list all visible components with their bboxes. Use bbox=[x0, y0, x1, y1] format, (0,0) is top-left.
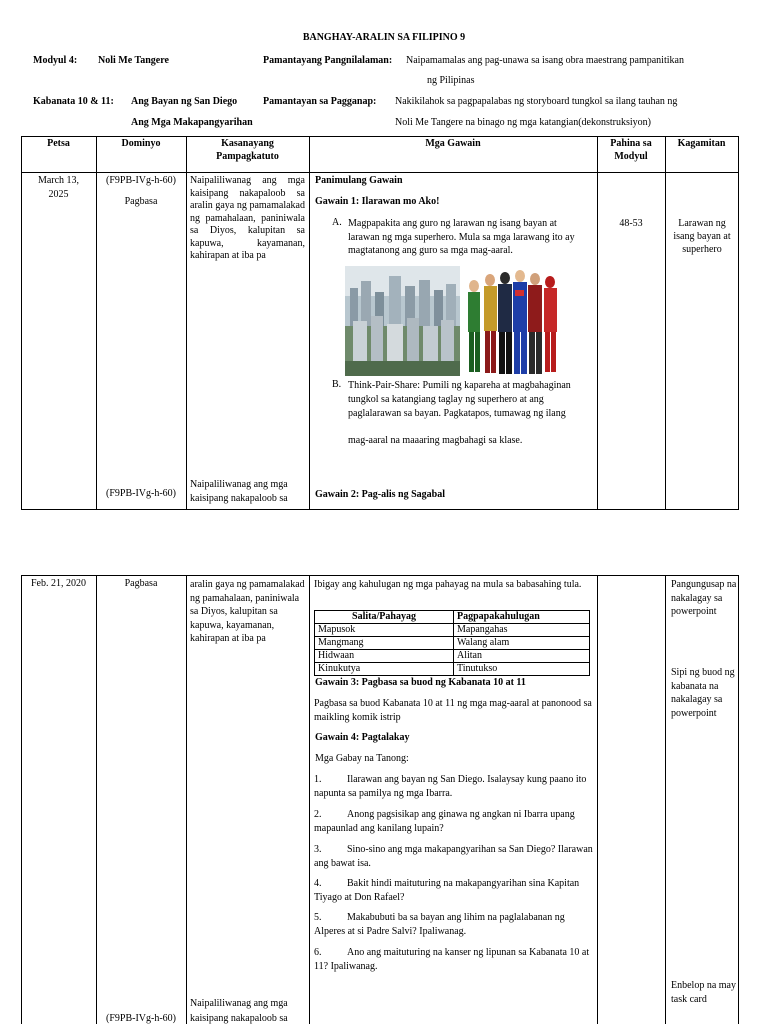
dominyo-value: Pagbasa bbox=[124, 196, 158, 207]
modyul-value: Noli Me Tangere bbox=[98, 55, 169, 66]
question-number: 6. bbox=[314, 947, 322, 958]
modyul-label: Modyul 4: bbox=[33, 55, 78, 66]
vocab-table bbox=[314, 610, 590, 676]
question-item bbox=[314, 946, 596, 973]
header-mga-gawain: Mga Gawain bbox=[425, 138, 481, 149]
question-item bbox=[314, 808, 596, 835]
pamantayan-sa-pagganap-text-2: Noli Me Tangere na binago ng mga katangian(dekonstruksiyon) bbox=[395, 117, 651, 128]
question-number: 5. bbox=[314, 912, 322, 923]
petsa-date: March 13, bbox=[37, 175, 80, 186]
pamantayang-pangnilalaman-label: Pamantayang Pangnilalaman: bbox=[263, 55, 393, 66]
question-number: 2. bbox=[314, 809, 322, 820]
kabanata-value: Ang Bayan ng San Diego bbox=[131, 96, 238, 107]
vocab-meaning: Alitan bbox=[454, 650, 590, 663]
vocab-row bbox=[315, 624, 590, 637]
header-dominyo: Dominyo bbox=[121, 138, 161, 149]
vocab-word: Mapusok bbox=[315, 624, 454, 637]
item-a-marker: A. bbox=[332, 217, 342, 228]
question-item bbox=[314, 773, 596, 800]
gawain3-text: Pagbasa sa buod Kabanata 10 at 11 ng mga mag-aaral at panonood sa maikling komik istrip bbox=[314, 698, 592, 723]
header-pampagkatuto: Pampagkatuto bbox=[216, 151, 279, 162]
header-kasanayang: Kasanayang bbox=[221, 138, 274, 149]
competency-code-2: (F9PB-IVg-h-60) bbox=[106, 488, 176, 499]
question-text: Ano ang maituturing na kanser ng lipunan sa Kabanata 10 at 11? Ipaliwanag. bbox=[314, 947, 590, 972]
pahina-value: 48-53 bbox=[619, 218, 643, 229]
header-modyul: Modyul bbox=[614, 151, 648, 162]
item-a-text: Magpapakita ang guro ng larawan ng isang bayan at larawan ng mga superhero. Mula sa mga larawang ito ay magtatanong ang guro sa mga mag-aaral. bbox=[348, 218, 575, 256]
vocab-word: Hidwaan bbox=[315, 650, 454, 663]
header-kagamitan: Kagamitan bbox=[677, 138, 726, 149]
item-b-marker: B. bbox=[332, 379, 342, 390]
question-text: Anong pagsisikap ang ginawa ng angkan ni Ibarra upang mapaunlad ang kanilang lupain? bbox=[314, 809, 575, 834]
kabanata-value-2: Ang Mga Makapangyarihan bbox=[131, 117, 253, 128]
vocab-header-salita: Salita/Pahayag bbox=[315, 611, 454, 624]
question-number: 3. bbox=[314, 844, 322, 855]
vocab-word: Mangmang bbox=[315, 637, 454, 650]
header-petsa: Petsa bbox=[47, 138, 70, 149]
kasanayan-text-page2-c: kaisipang nakapaloob sa bbox=[190, 1013, 288, 1024]
header-pahina: Pahina sa bbox=[610, 138, 652, 149]
vocab-meaning: Walang alam bbox=[454, 637, 590, 650]
question-number: 1. bbox=[314, 774, 322, 785]
vocab-meaning: Tinutukso bbox=[454, 663, 590, 676]
question-text: Makabubuti ba sa bayan ang lihim na paglalabanan ng Alperes at si Padre Salvi? Ipaliwanag. bbox=[314, 912, 565, 937]
gawain1-title: Gawain 1: Ilarawan mo Ako! bbox=[315, 196, 440, 207]
vocab-row bbox=[315, 650, 590, 663]
vocab-header-kahulugan: Pagpapakahulugan bbox=[454, 611, 590, 624]
kagamitan-page2-1: Pangungusap na nakalagay sa powerpoint bbox=[671, 579, 737, 617]
vocab-intro: Ibigay ang kahulugan ng mga pahayag na mula sa babasahing tula. bbox=[314, 579, 582, 590]
kasanayan-text-3: kaisipang nakapaloob sa bbox=[190, 493, 288, 504]
item-b-text: Think-Pair-Share: Pumili ng kapareha at magbahaginan tungkol sa katangiang taglay ng superhero at ang paglalarawan sa bayan. Pagkatapos, tumawag ng ilang bbox=[348, 380, 571, 419]
pamantayang-pangnilalaman-text-2: ng Pilipinas bbox=[427, 75, 475, 86]
question-item bbox=[314, 877, 596, 904]
petsa-date-2: Feb. 21, 2020 bbox=[31, 578, 86, 589]
pamantayang-pangnilalaman-text: Naipamamalas ang pag-unawa sa isang obra maestrang pampanitikan bbox=[406, 55, 684, 66]
item-b-text-2: mag-aaral na maaaring magbahagi sa klase. bbox=[348, 435, 523, 446]
question-text: Sino-sino ang mga makapangyarihan sa San Diego? Ilarawan ang bawat isa. bbox=[314, 844, 593, 869]
gawain2-title: Gawain 2: Pag-alis ng Sagabal bbox=[315, 489, 446, 500]
kasanayan-text-2: Naipaliliwanag ang mga bbox=[190, 479, 288, 490]
gabay-na-tanong-label: Mga Gabay na Tanong: bbox=[315, 753, 409, 764]
kasanayan-text-page2-b: Naipaliliwanag ang mga bbox=[190, 998, 288, 1009]
document-title: BANGHAY-ARALIN SA FILIPINO 9 bbox=[302, 32, 466, 43]
question-item bbox=[314, 843, 596, 870]
question-item bbox=[314, 911, 596, 938]
kagamitan-page2-3: Enbelop na may task card bbox=[671, 980, 736, 1005]
petsa-year: 2025 bbox=[48, 189, 69, 200]
kagamitan-value: Larawan ng isang bayan at superhero bbox=[673, 218, 731, 255]
vocab-word: Kinukutya bbox=[315, 663, 454, 676]
city-photo bbox=[345, 266, 460, 376]
kabanata-label: Kabanata 10 & 11: bbox=[33, 96, 114, 107]
superhero-photo bbox=[462, 266, 564, 378]
question-number: 4. bbox=[314, 878, 322, 889]
question-text: Bakit hindi maituturing na makapangyarihan sina Kapitan Tiyago at Don Rafael? bbox=[314, 878, 580, 903]
dominyo-value-2: Pagbasa bbox=[124, 578, 158, 589]
competency-code-3: (F9PB-IVg-h-60) bbox=[106, 1013, 176, 1024]
pamantayan-sa-pagganap-text: Nakikilahok sa pagpapalabas ng storyboard tungkol sa ilang tauhan ng bbox=[395, 96, 678, 107]
vocab-row bbox=[315, 663, 590, 676]
vocab-meaning: Mapangahas bbox=[454, 624, 590, 637]
panimulang-gawain: Panimulang Gawain bbox=[315, 175, 403, 186]
vocab-row bbox=[315, 637, 590, 650]
competency-code: (F9PB-IVg-h-60) bbox=[106, 175, 176, 186]
kasanayan-text-page2: aralin gaya ng pamamalakad ng pamahalaan, paniniwala sa Diyos, kalupitan sa kapuwa, kayamanan, kahirapan at iba pa bbox=[190, 579, 305, 644]
gawain3-title: Gawain 3: Pagbasa sa buod ng Kabanata 10 at 11 bbox=[315, 677, 526, 688]
pamantayan-sa-pagganap-label: Pamantayan sa Pagganap: bbox=[263, 96, 377, 107]
kagamitan-page2-2: Sipi ng buod ng kabanata na nakalagay sa powerpoint bbox=[671, 667, 735, 719]
kasanayan-text: Naipaliliwanag ang mga kaisipang nakapaloob sa aralin gaya ng pamamalakad ng pamahalaan, paniniwala sa Diyos, kalupitan sa kapuwa, kayamanan, kahirapan at iba pa bbox=[190, 175, 305, 261]
question-text: Ilarawan ang bayan ng San Diego. Isalaysay kung paano ito napunta sa pamilya ng mga Ibarra. bbox=[314, 774, 587, 799]
gawain4-title: Gawain 4: Pagtalakay bbox=[315, 732, 410, 743]
